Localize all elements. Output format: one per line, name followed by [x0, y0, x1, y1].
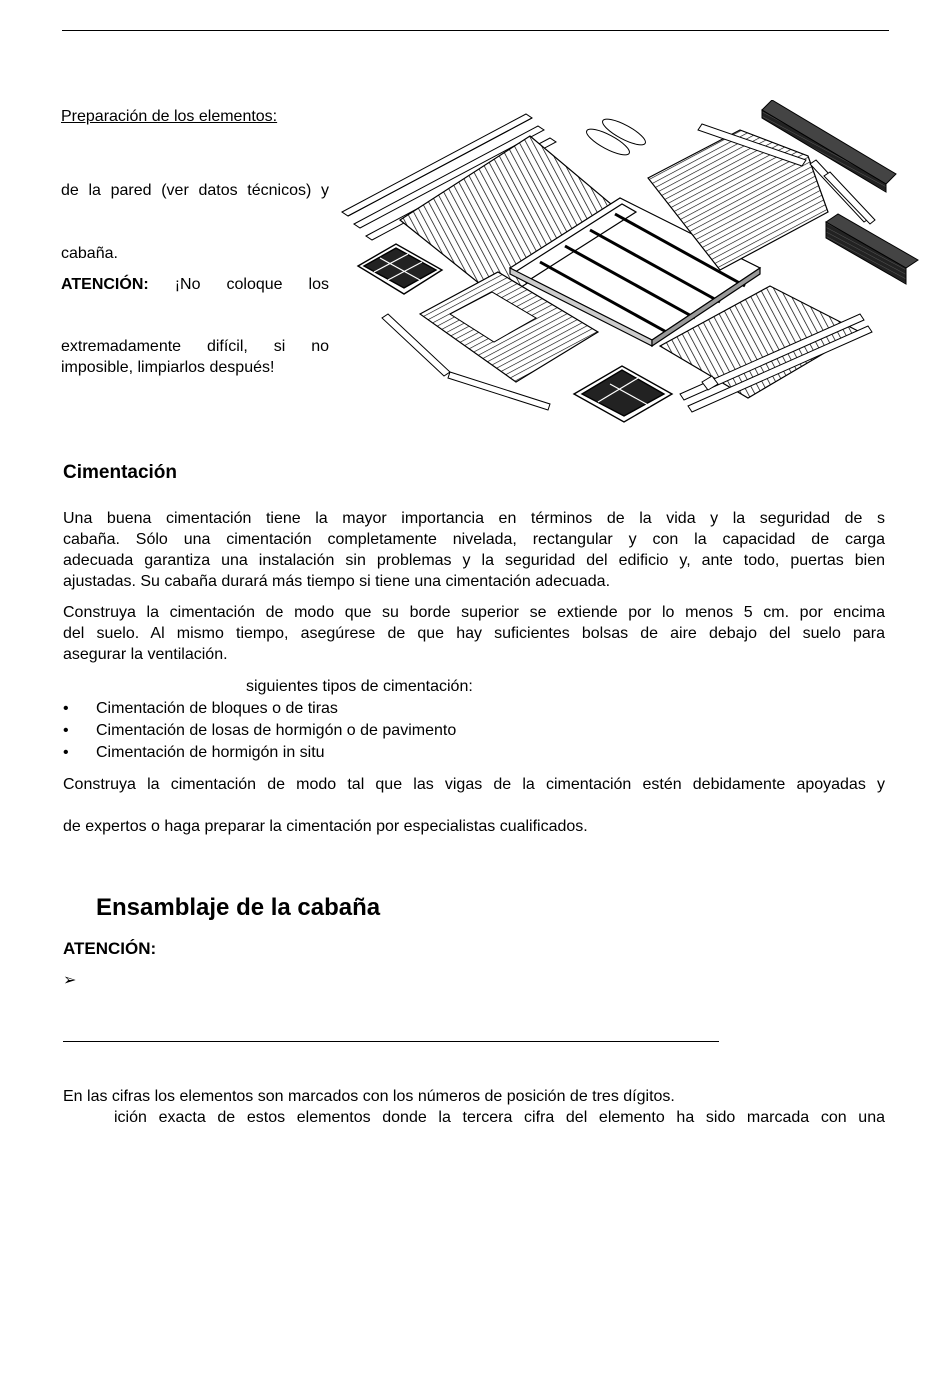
- top-rule: [62, 30, 889, 31]
- assembly-line-1: En las cifras los elementos son marcados con los números de posición de tres dígitos.: [63, 1088, 675, 1105]
- foundation-p3-line-1: Construya la cimentación de modo tal que las vigas de la cimentación estén debidamente apoyadas y: [63, 776, 885, 793]
- bullet-icon: •: [63, 700, 69, 717]
- assembly-line-2: ición exacta de estos elementos donde la tercera cifra del elemento ha sido marcada con una: [114, 1109, 885, 1126]
- foundation-p2-line-1: Construya la cimentación de modo que su borde superior se extiende por lo menos 5 cm. por encima: [63, 604, 885, 621]
- prep-line-2: cabaña.: [61, 245, 118, 262]
- prep-attention-label: ATENCIÓN:: [61, 276, 149, 293]
- window-left: [358, 244, 442, 294]
- assembly-title: Ensamblaje de la cabaña: [96, 894, 381, 921]
- foundation-p1-line-2: cabaña. Sólo una cimentación completamente nivelada, rectangular y con la capacidad de carga: [63, 531, 885, 548]
- bullet-icon: •: [63, 722, 69, 739]
- foundation-type-2: Cimentación de losas de hormigón o de pavimento: [96, 722, 457, 739]
- assembly-attention: ATENCIÓN:: [63, 939, 157, 958]
- foundation-p2-line-3: asegurar la ventilación.: [63, 646, 228, 663]
- cabin-parts-diagram: [340, 100, 922, 430]
- foundation-type-1: Cimentación de bloques o de tiras: [96, 700, 338, 717]
- prep-line-1: de la pared (ver datos técnicos) y: [61, 182, 329, 199]
- prep-line-5: imposible, limpiarlos después!: [61, 359, 275, 376]
- foundation-types-intro: siguientes tipos de cimentación:: [246, 678, 473, 695]
- prep-heading: Preparación de los elementos:: [61, 108, 278, 125]
- prep-attention-line: [61, 275, 329, 295]
- window-bottom: [574, 366, 672, 422]
- foundation-p3-line-2: de expertos o haga preparar la cimentación por especialistas cualificados.: [63, 818, 588, 835]
- foundation-p1-line-1: Una buena cimentación tiene la mayor importancia en términos de la vida y la seguridad de s: [63, 510, 885, 527]
- separator-rule: [63, 1041, 719, 1042]
- arrow-bullet-icon: ➢: [63, 972, 77, 989]
- rolls: [584, 115, 649, 160]
- foundation-p2-line-2: del suelo. Al mismo tiempo, asegúrese de que hay suficientes bolsas de aire debajo del suelo para: [63, 625, 885, 642]
- bullet-icon: •: [63, 744, 69, 761]
- foundation-p1-line-4: ajustadas. Su cabaña durará más tiempo si tiene una cimentación adecuada.: [63, 573, 611, 590]
- foundation-p1-line-3: adecuada garantiza una instalación sin problemas y la seguridad del edificio y, ante todo, puertas bien: [63, 552, 885, 569]
- foundation-type-3: Cimentación de hormigón in situ: [96, 744, 325, 761]
- roof-boards-stack-right: [826, 214, 918, 284]
- prep-line-4: extremadamente difícil, si no: [61, 338, 329, 355]
- foundation-title: Cimentación: [63, 462, 178, 483]
- prep-attention-text: ¡No coloque los: [174, 276, 330, 293]
